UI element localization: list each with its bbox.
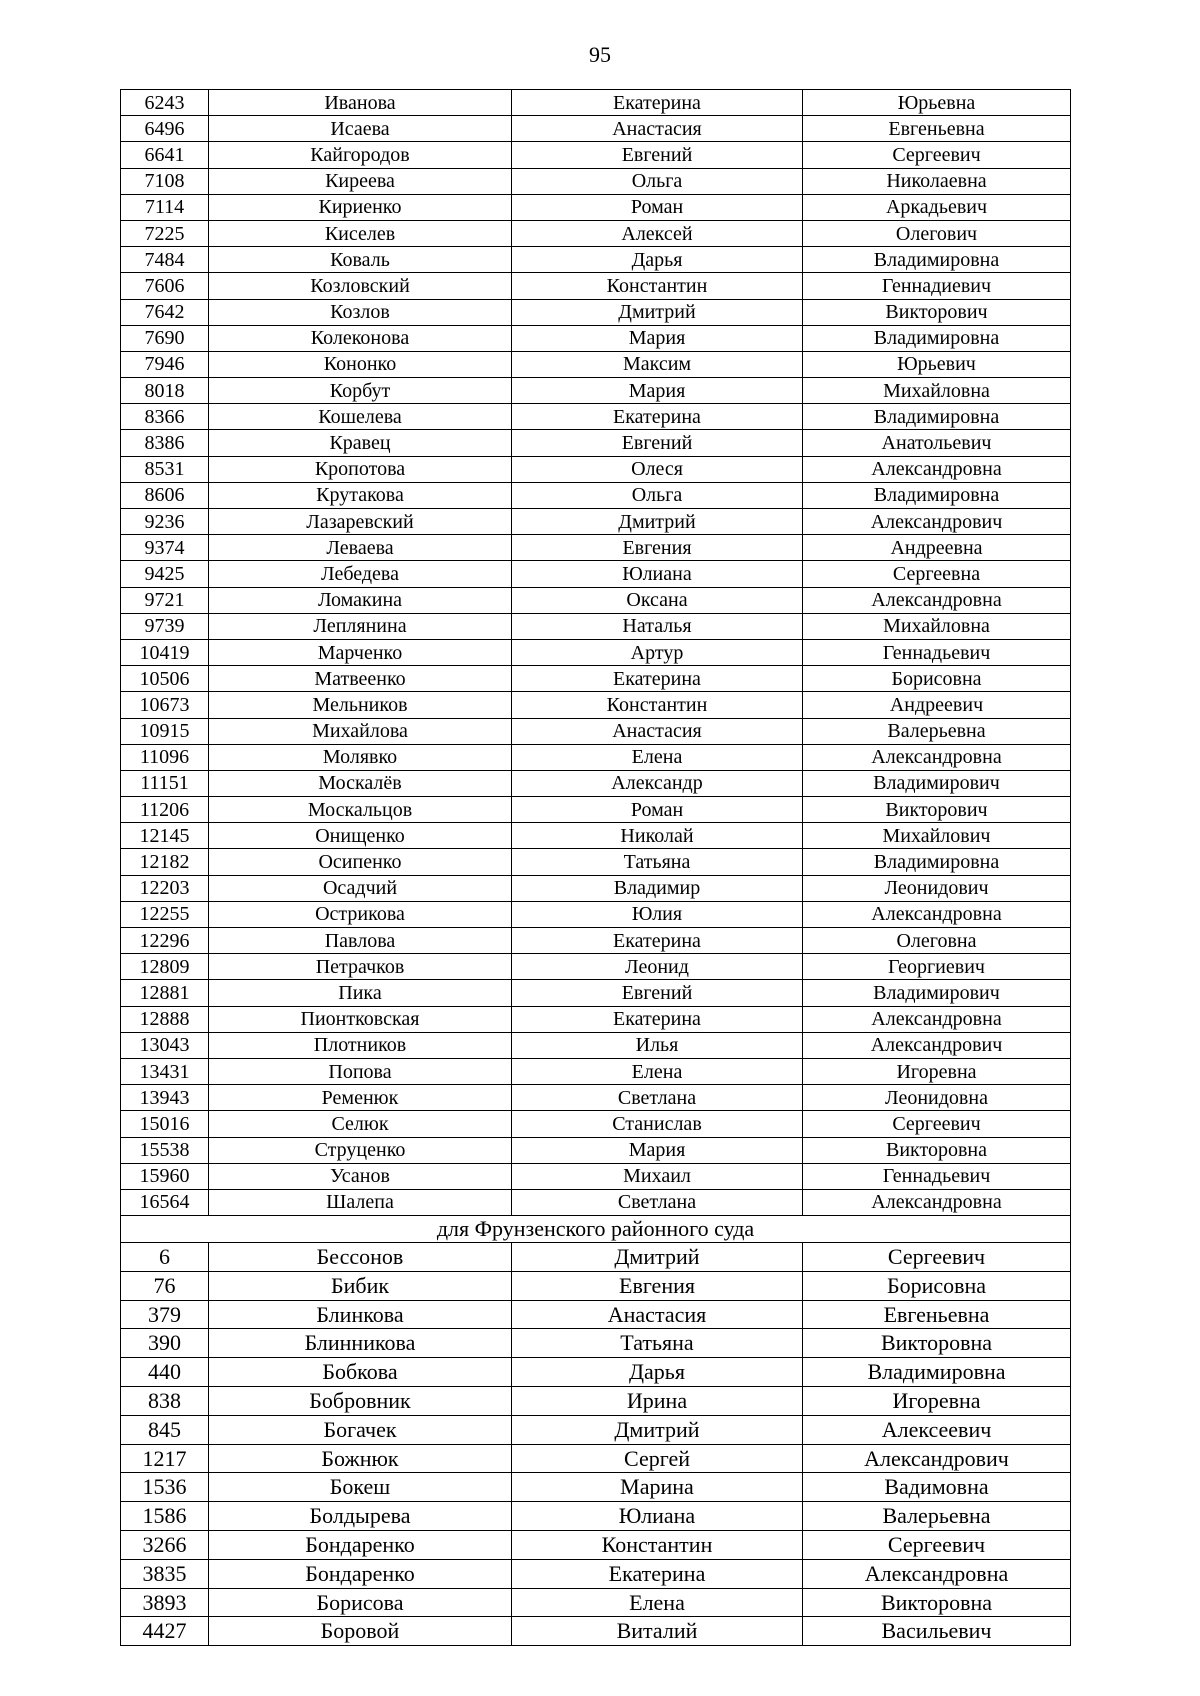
table-row [121,325,1071,351]
table-row [121,1189,1071,1215]
cell-patronymic: Владимировна [803,247,1071,273]
cell-surname: Марченко [209,639,512,665]
cell-patronymic: Анатольевич [803,430,1071,456]
table-row [121,561,1071,587]
cell-surname: Бондаренко [209,1559,512,1588]
table-row [121,378,1071,404]
cell-patronymic: Алексеевич [803,1415,1071,1444]
table-row [121,116,1071,142]
cell-first-name: Юлия [512,901,803,927]
cell-surname: Бибик [209,1271,512,1300]
table-row [121,587,1071,613]
cell-patronymic: Владимировна [803,849,1071,875]
candidates-table [120,89,1071,1646]
cell-number: 10506 [121,666,209,692]
cell-first-name: Николай [512,823,803,849]
cell-patronymic: Андреевич [803,692,1071,718]
cell-first-name: Михаил [512,1163,803,1189]
cell-patronymic: Леонидович [803,875,1071,901]
cell-number: 6641 [121,142,209,168]
cell-first-name: Наталья [512,613,803,639]
cell-patronymic: Геннадьевич [803,639,1071,665]
cell-surname: Лебедева [209,561,512,587]
cell-first-name: Екатерина [512,666,803,692]
cell-patronymic: Александрович [803,509,1071,535]
cell-first-name: Екатерина [512,404,803,430]
cell-surname: Крутакова [209,482,512,508]
cell-surname: Москальцов [209,797,512,823]
cell-number: 13043 [121,1032,209,1058]
cell-patronymic: Александровна [803,901,1071,927]
cell-first-name: Дмитрий [512,299,803,325]
cell-first-name: Анастасия [512,718,803,744]
table-row [121,1588,1071,1617]
cell-first-name: Марина [512,1473,803,1502]
cell-first-name: Татьяна [512,849,803,875]
table-row [121,1329,1071,1358]
cell-patronymic: Игоревна [803,1387,1071,1416]
table-row [121,1006,1071,1032]
cell-first-name: Юлиана [512,1502,803,1531]
cell-surname: Селюк [209,1111,512,1137]
cell-number: 15016 [121,1111,209,1137]
cell-number: 4427 [121,1617,209,1646]
cell-first-name: Александр [512,770,803,796]
cell-surname: Колеконова [209,325,512,351]
cell-patronymic: Сергеевна [803,561,1071,587]
cell-patronymic: Евгеньевна [803,1300,1071,1329]
table-row [121,90,1071,116]
cell-surname: Кравец [209,430,512,456]
table-row [121,901,1071,927]
cell-patronymic: Олеговна [803,928,1071,954]
table-row [121,351,1071,377]
table-row [121,535,1071,561]
cell-number: 7642 [121,299,209,325]
cell-number: 6496 [121,116,209,142]
cell-surname: Струценко [209,1137,512,1163]
cell-first-name: Максим [512,351,803,377]
cell-first-name: Оксана [512,587,803,613]
cell-surname: Кропотова [209,456,512,482]
table-row [121,482,1071,508]
cell-first-name: Дмитрий [512,1243,803,1272]
cell-patronymic: Владимировна [803,404,1071,430]
cell-surname: Киреева [209,168,512,194]
table-row [121,954,1071,980]
cell-patronymic: Валерьевна [803,718,1071,744]
cell-number: 8018 [121,378,209,404]
cell-patronymic: Владимирович [803,770,1071,796]
cell-patronymic: Александровна [803,1006,1071,1032]
cell-first-name: Роман [512,797,803,823]
cell-patronymic: Александровна [803,456,1071,482]
cell-number: 16564 [121,1189,209,1215]
cell-surname: Пика [209,980,512,1006]
cell-surname: Бондаренко [209,1531,512,1560]
cell-first-name: Станислав [512,1111,803,1137]
table-row [121,1137,1071,1163]
cell-surname: Ломакина [209,587,512,613]
section-row [121,1216,1071,1243]
cell-patronymic: Владимировна [803,482,1071,508]
cell-number: 1217 [121,1444,209,1473]
cell-patronymic: Александрович [803,1032,1071,1058]
cell-first-name: Евгения [512,535,803,561]
cell-first-name: Олеся [512,456,803,482]
cell-first-name: Владимир [512,875,803,901]
cell-surname: Петрачков [209,954,512,980]
page-number: 95 [589,42,611,67]
table-row [121,797,1071,823]
cell-patronymic: Александровна [803,1559,1071,1588]
cell-surname: Осипенко [209,849,512,875]
section-title: для Фрунзенского районного суда [121,1216,1071,1243]
cell-patronymic: Александровна [803,587,1071,613]
cell-first-name: Евгений [512,430,803,456]
cell-surname: Козловский [209,273,512,299]
cell-patronymic: Михайловна [803,613,1071,639]
table-row [121,875,1071,901]
cell-number: 440 [121,1358,209,1387]
cell-surname: Пионтковская [209,1006,512,1032]
cell-surname: Онищенко [209,823,512,849]
cell-first-name: Дарья [512,247,803,273]
table-row [121,456,1071,482]
cell-surname: Попова [209,1058,512,1084]
cell-first-name: Светлана [512,1085,803,1111]
cell-surname: Киселев [209,220,512,246]
cell-first-name: Екатерина [512,928,803,954]
cell-patronymic: Аркадьевич [803,194,1071,220]
cell-patronymic: Владимирович [803,980,1071,1006]
cell-number: 76 [121,1271,209,1300]
table-row [121,299,1071,325]
cell-number: 7114 [121,194,209,220]
cell-surname: Михайлова [209,718,512,744]
cell-patronymic: Владимировна [803,1358,1071,1387]
cell-patronymic: Евгеньевна [803,116,1071,142]
cell-surname: Усанов [209,1163,512,1189]
cell-patronymic: Юрьевич [803,351,1071,377]
table-row [121,1243,1071,1272]
cell-first-name: Константин [512,692,803,718]
cell-number: 12881 [121,980,209,1006]
cell-number: 12203 [121,875,209,901]
cell-surname: Козлов [209,299,512,325]
cell-surname: Бокеш [209,1473,512,1502]
cell-first-name: Екатерина [512,90,803,116]
cell-number: 3266 [121,1531,209,1560]
cell-patronymic: Борисовна [803,1271,1071,1300]
cell-number: 838 [121,1387,209,1416]
cell-first-name: Леонид [512,954,803,980]
cell-number: 3893 [121,1588,209,1617]
cell-first-name: Мария [512,1137,803,1163]
cell-surname: Павлова [209,928,512,954]
cell-surname: Исаева [209,116,512,142]
cell-surname: Москалёв [209,770,512,796]
cell-surname: Кайгородов [209,142,512,168]
cell-number: 12888 [121,1006,209,1032]
cell-number: 13943 [121,1085,209,1111]
cell-number: 10673 [121,692,209,718]
cell-first-name: Ольга [512,482,803,508]
table-row [121,1163,1071,1189]
cell-surname: Кириенко [209,194,512,220]
table-row [121,247,1071,273]
table-row [121,823,1071,849]
table-row [121,220,1071,246]
cell-surname: Леплянина [209,613,512,639]
cell-number: 12296 [121,928,209,954]
table-row [121,1559,1071,1588]
cell-surname: Лазаревский [209,509,512,535]
cell-surname: Бобровник [209,1387,512,1416]
cell-number: 9425 [121,561,209,587]
cell-number: 7946 [121,351,209,377]
table-row [121,273,1071,299]
cell-number: 7690 [121,325,209,351]
cell-surname: Шалепа [209,1189,512,1215]
table-row [121,718,1071,744]
cell-number: 7484 [121,247,209,273]
table-row [121,1032,1071,1058]
cell-patronymic: Викторовна [803,1588,1071,1617]
cell-first-name: Екатерина [512,1006,803,1032]
cell-patronymic: Сергеевич [803,1531,1071,1560]
cell-patronymic: Олегович [803,220,1071,246]
cell-surname: Блинкова [209,1300,512,1329]
cell-patronymic: Геннадьевич [803,1163,1071,1189]
cell-surname: Мельников [209,692,512,718]
cell-first-name: Анастасия [512,116,803,142]
cell-number: 379 [121,1300,209,1329]
cell-first-name: Елена [512,744,803,770]
cell-first-name: Константин [512,1531,803,1560]
cell-patronymic: Александровна [803,1189,1071,1215]
cell-patronymic: Васильевич [803,1617,1071,1646]
cell-number: 11096 [121,744,209,770]
table-row [121,1358,1071,1387]
cell-first-name: Дарья [512,1358,803,1387]
cell-surname: Иванова [209,90,512,116]
cell-surname: Бобкова [209,1358,512,1387]
cell-surname: Острикова [209,901,512,927]
cell-patronymic: Сергеевич [803,1243,1071,1272]
table-row [121,1444,1071,1473]
cell-number: 8366 [121,404,209,430]
cell-surname: Коваль [209,247,512,273]
cell-number: 390 [121,1329,209,1358]
cell-patronymic: Сергеевич [803,1111,1071,1137]
table-row [121,509,1071,535]
cell-number: 12182 [121,849,209,875]
table-row [121,142,1071,168]
table-row [121,1415,1071,1444]
table-row [121,430,1071,456]
cell-number: 12145 [121,823,209,849]
cell-patronymic: Александрович [803,1444,1071,1473]
cell-surname: Кононко [209,351,512,377]
table-row [121,404,1071,430]
table-row [121,1387,1071,1416]
table-row [121,1271,1071,1300]
cell-number: 1536 [121,1473,209,1502]
table-row [121,1058,1071,1084]
cell-first-name: Алексей [512,220,803,246]
cell-first-name: Илья [512,1032,803,1058]
cell-number: 8606 [121,482,209,508]
cell-surname: Кошелева [209,404,512,430]
cell-number: 15960 [121,1163,209,1189]
table-row [121,613,1071,639]
cell-first-name: Дмитрий [512,509,803,535]
cell-first-name: Мария [512,325,803,351]
cell-number: 8531 [121,456,209,482]
cell-number: 9374 [121,535,209,561]
cell-first-name: Юлиана [512,561,803,587]
cell-surname: Матвеенко [209,666,512,692]
cell-patronymic: Викторович [803,797,1071,823]
cell-first-name: Ольга [512,168,803,194]
cell-first-name: Екатерина [512,1559,803,1588]
cell-number: 12809 [121,954,209,980]
cell-number: 8386 [121,430,209,456]
cell-patronymic: Михайлович [803,823,1071,849]
cell-surname: Ременюк [209,1085,512,1111]
cell-first-name: Мария [512,378,803,404]
cell-first-name: Татьяна [512,1329,803,1358]
cell-patronymic: Юрьевна [803,90,1071,116]
cell-surname: Леваева [209,535,512,561]
cell-surname: Борисова [209,1588,512,1617]
table-row [121,980,1071,1006]
cell-first-name: Евгений [512,980,803,1006]
cell-number: 6243 [121,90,209,116]
cell-patronymic: Вадимовна [803,1473,1071,1502]
cell-number: 7108 [121,168,209,194]
table-row [121,639,1071,665]
table-row [121,194,1071,220]
table-row [121,770,1071,796]
cell-patronymic: Андреевна [803,535,1071,561]
cell-first-name: Анастасия [512,1300,803,1329]
cell-surname: Осадчий [209,875,512,901]
cell-first-name: Евгения [512,1271,803,1300]
cell-surname: Бессонов [209,1243,512,1272]
cell-number: 12255 [121,901,209,927]
table-row [121,928,1071,954]
cell-number: 9739 [121,613,209,639]
cell-first-name: Виталий [512,1617,803,1646]
cell-number: 7606 [121,273,209,299]
cell-surname: Божнюк [209,1444,512,1473]
cell-surname: Молявко [209,744,512,770]
cell-number: 3835 [121,1559,209,1588]
cell-number: 10915 [121,718,209,744]
cell-surname: Богачек [209,1415,512,1444]
cell-number: 845 [121,1415,209,1444]
cell-first-name: Ирина [512,1387,803,1416]
cell-first-name: Евгений [512,142,803,168]
table-row [121,849,1071,875]
cell-patronymic: Игоревна [803,1058,1071,1084]
cell-number: 11206 [121,797,209,823]
cell-patronymic: Борисовна [803,666,1071,692]
cell-number: 6 [121,1243,209,1272]
cell-first-name: Елена [512,1588,803,1617]
cell-first-name: Дмитрий [512,1415,803,1444]
cell-patronymic: Николаевна [803,168,1071,194]
table-row [121,692,1071,718]
cell-first-name: Светлана [512,1189,803,1215]
table-row [121,1085,1071,1111]
table-row [121,1617,1071,1646]
cell-first-name: Сергей [512,1444,803,1473]
cell-patronymic: Сергеевич [803,142,1071,168]
cell-patronymic: Михайловна [803,378,1071,404]
cell-patronymic: Викторовна [803,1137,1071,1163]
table-row [121,1502,1071,1531]
table-row [121,1300,1071,1329]
table-row [121,1111,1071,1137]
cell-patronymic: Владимировна [803,325,1071,351]
cell-first-name: Роман [512,194,803,220]
cell-first-name: Константин [512,273,803,299]
table-row [121,1531,1071,1560]
cell-surname: Корбут [209,378,512,404]
cell-patronymic: Валерьевна [803,1502,1071,1531]
cell-patronymic: Александровна [803,744,1071,770]
cell-patronymic: Леонидовна [803,1085,1071,1111]
cell-number: 9721 [121,587,209,613]
cell-first-name: Елена [512,1058,803,1084]
cell-surname: Боровой [209,1617,512,1646]
cell-patronymic: Викторовна [803,1329,1071,1358]
cell-number: 7225 [121,220,209,246]
cell-number: 10419 [121,639,209,665]
cell-surname: Плотников [209,1032,512,1058]
cell-patronymic: Георгиевич [803,954,1071,980]
cell-number: 9236 [121,509,209,535]
cell-first-name: Артур [512,639,803,665]
cell-surname: Блинникова [209,1329,512,1358]
cell-surname: Болдырева [209,1502,512,1531]
cell-number: 11151 [121,770,209,796]
table-row [121,744,1071,770]
cell-number: 1586 [121,1502,209,1531]
table-row [121,168,1071,194]
table-row [121,666,1071,692]
cell-number: 15538 [121,1137,209,1163]
cell-number: 13431 [121,1058,209,1084]
table-row [121,1473,1071,1502]
cell-patronymic: Викторович [803,299,1071,325]
cell-patronymic: Геннадиевич [803,273,1071,299]
